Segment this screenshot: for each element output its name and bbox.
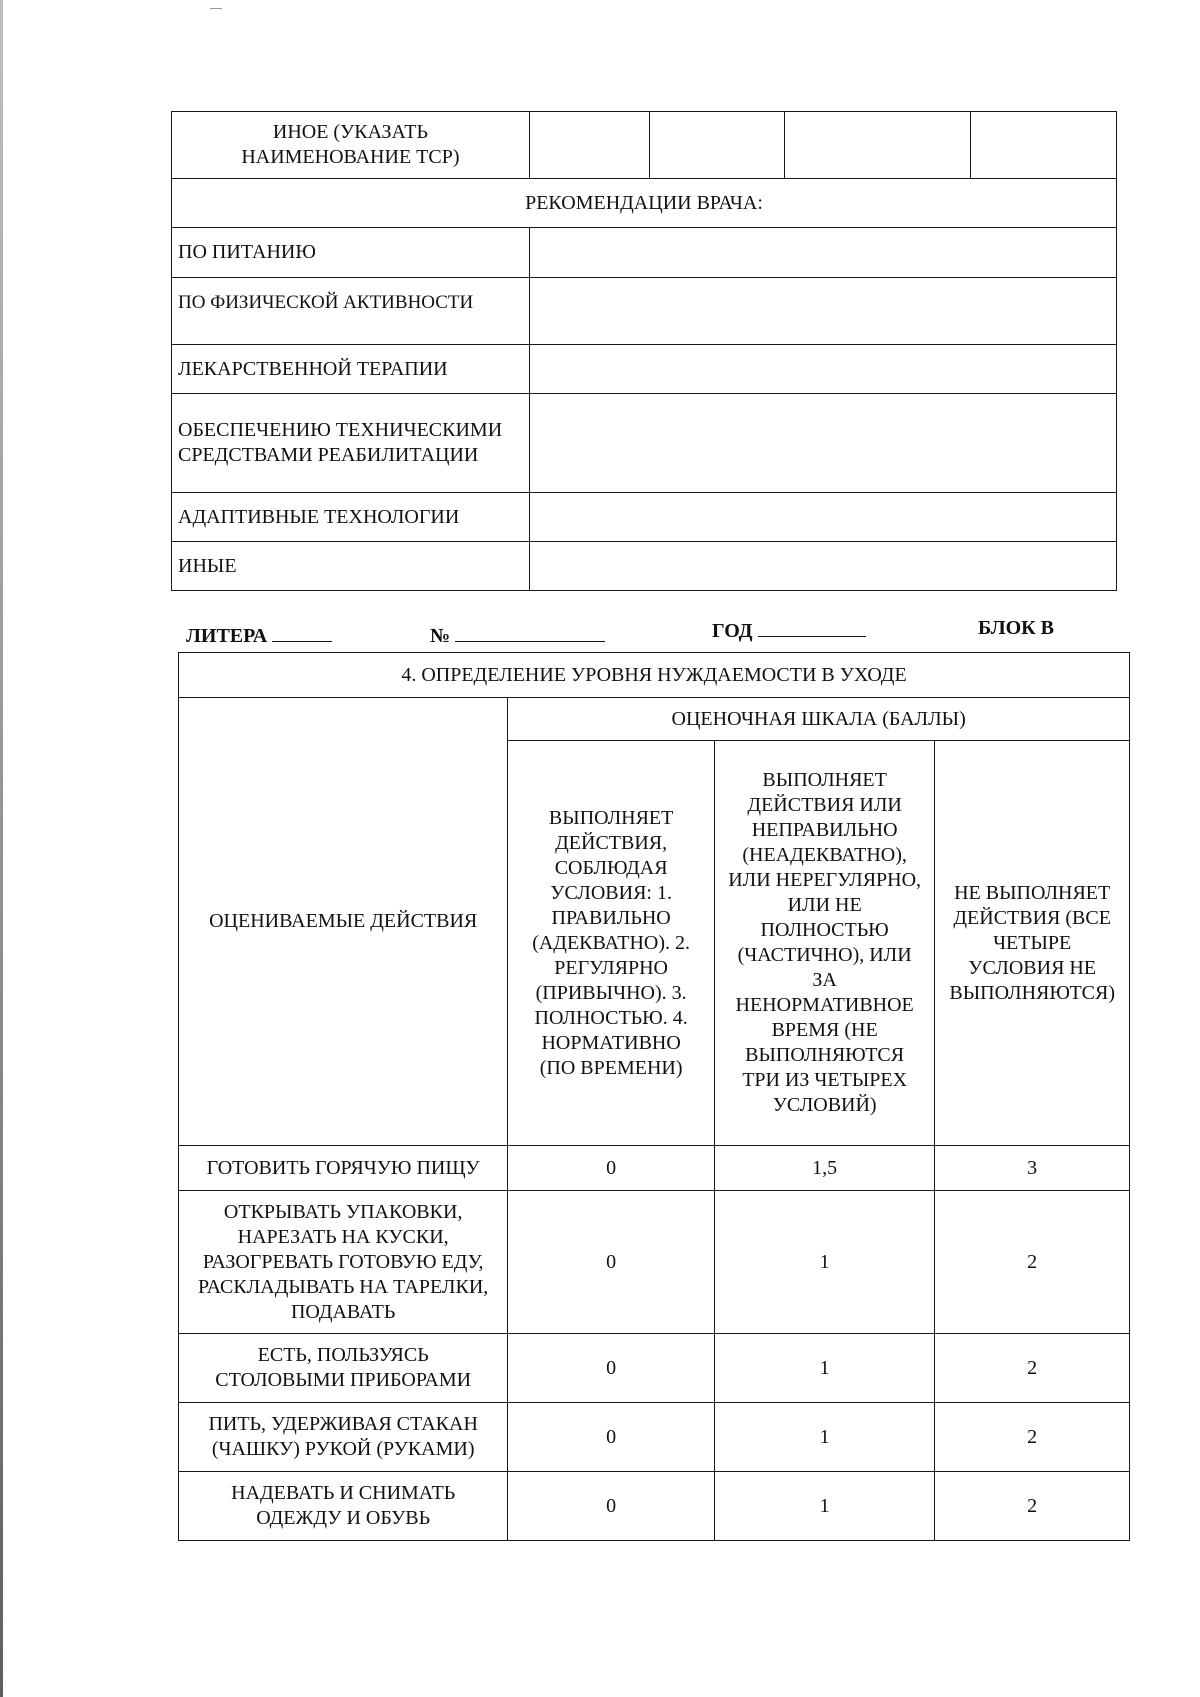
table-row bbox=[172, 345, 1117, 394]
action-label: НАДЕВАТЬ И СНИМАТЬ ОДЕЖДУ И ОБУВЬ bbox=[179, 1472, 508, 1541]
table-row bbox=[179, 653, 1130, 698]
row-label: ЛЕКАРСТВЕННОЙ ТЕРАПИИ bbox=[172, 345, 530, 394]
value-cell bbox=[529, 542, 1116, 591]
score-cell: 2 bbox=[935, 1334, 1130, 1403]
empty-cell bbox=[529, 112, 649, 179]
table-row bbox=[172, 278, 1117, 345]
value-cell bbox=[529, 394, 1116, 493]
scan-edge bbox=[0, 0, 3, 1697]
score-cell: 0 bbox=[508, 1334, 715, 1403]
score-cell: 1 bbox=[714, 1191, 934, 1334]
action-label: ГОТОВИТЬ ГОРЯЧУЮ ПИЩУ bbox=[179, 1146, 508, 1191]
table-row bbox=[172, 493, 1117, 542]
table-row bbox=[179, 1403, 1130, 1472]
empty-cell bbox=[785, 112, 971, 179]
scale-header: ОЦЕНОЧНАЯ ШКАЛА (БАЛЛЫ) bbox=[508, 698, 1130, 741]
number-sign: № bbox=[430, 625, 451, 647]
score-cell: 1 bbox=[714, 1403, 934, 1472]
care-table-title: 4. ОПРЕДЕЛЕНИЕ УРОВНЯ НУЖДАЕМОСТИ В УХОДЕ bbox=[179, 653, 1130, 698]
score-cell: 2 bbox=[935, 1403, 1130, 1472]
number-blank bbox=[455, 625, 605, 642]
year-label: ГОД bbox=[712, 620, 753, 642]
scale-column-partial: ВЫПОЛНЯЕТ ДЕЙСТВИЯ ИЛИ НЕПРАВИЛЬНО (НЕАДЕКВАТНО), ИЛИ НЕРЕГУЛЯРНО, ИЛИ НЕ ПОЛНОСТЬЮ (ЧАСТИЧНО), ИЛИ ЗА НЕНОРМАТИВНОЕ ВРЕМЯ (НЕ ВЫПОЛНЯЮТСЯ ТРИ ИЗ ЧЕТЫРЕХ УСЛОВИЙ) bbox=[714, 741, 934, 1146]
value-cell bbox=[529, 493, 1116, 542]
row-label: ИНЫЕ bbox=[172, 542, 530, 591]
score-cell: 1 bbox=[714, 1472, 934, 1541]
score-cell: 1 bbox=[714, 1334, 934, 1403]
action-label: ОТКРЫВАТЬ УПАКОВКИ, НАРЕЗАТЬ НА КУСКИ, РАЗОГРЕВАТЬ ГОТОВУЮ ЕДУ, РАСКЛАДЫВАТЬ НА ТАРЕЛКИ, ПОДАВАТЬ bbox=[179, 1191, 508, 1334]
year-blank bbox=[758, 620, 866, 637]
table-row bbox=[179, 1146, 1130, 1191]
table-row bbox=[172, 179, 1117, 228]
scale-column-full: ВЫПОЛНЯЕТ ДЕЙСТВИЯ, СОБЛЮДАЯ УСЛОВИЯ: 1. ПРАВИЛЬНО (АДЕКВАТНО). 2. РЕГУЛЯРНО (ПРИВЫЧНО). 3. ПОЛНОСТЬЮ. 4. НОРМАТИВНО (ПО ВРЕМЕНИ) bbox=[508, 741, 715, 1146]
score-cell: 0 bbox=[508, 1191, 715, 1334]
empty-cell bbox=[649, 112, 785, 179]
recommendations-header: РЕКОМЕНДАЦИИ ВРАЧА: bbox=[172, 179, 1117, 228]
score-cell: 0 bbox=[508, 1472, 715, 1541]
value-cell bbox=[529, 345, 1116, 394]
score-cell: 0 bbox=[508, 1403, 715, 1472]
recommendations-table bbox=[171, 111, 1117, 591]
row-label: ПО ПИТАНИЮ bbox=[172, 228, 530, 278]
score-cell: 0 bbox=[508, 1146, 715, 1191]
litera-label: ЛИТЕРА bbox=[186, 625, 268, 647]
value-cell bbox=[529, 278, 1116, 345]
scan-mark bbox=[210, 8, 222, 9]
care-needs-table bbox=[178, 652, 1130, 1541]
score-cell: 2 bbox=[935, 1472, 1130, 1541]
score-cell: 3 bbox=[935, 1146, 1130, 1191]
year-field bbox=[712, 620, 866, 643]
action-label: ПИТЬ, УДЕРЖИВАЯ СТАКАН (ЧАШКУ) РУКОЙ (РУКАМИ) bbox=[179, 1403, 508, 1472]
litera-field bbox=[186, 625, 332, 648]
action-label: ЕСТЬ, ПОЛЬЗУЯСЬ СТОЛОВЫМИ ПРИБОРАМИ bbox=[179, 1334, 508, 1403]
litera-blank bbox=[272, 625, 332, 642]
other-tsr-label: ИНОЕ (УКАЗАТЬ НАИМЕНОВАНИЕ ТСР) bbox=[172, 112, 530, 179]
row-label: ПО ФИЗИЧЕСКОЙ АКТИВНОСТИ bbox=[172, 278, 530, 345]
empty-cell bbox=[971, 112, 1117, 179]
value-cell bbox=[529, 228, 1116, 278]
table-row bbox=[172, 542, 1117, 591]
block-label: БЛОК В bbox=[978, 617, 1055, 639]
score-cell: 2 bbox=[935, 1191, 1130, 1334]
table-row bbox=[179, 1191, 1130, 1334]
score-cell: 1,5 bbox=[714, 1146, 934, 1191]
table-row bbox=[179, 1472, 1130, 1541]
table-row bbox=[172, 112, 1117, 179]
table-row bbox=[179, 1334, 1130, 1403]
table-row bbox=[172, 228, 1117, 278]
scale-column-none: НЕ ВЫПОЛНЯЕТ ДЕЙСТВИЯ (ВСЕ ЧЕТЫРЕ УСЛОВИЯ НЕ ВЫПОЛНЯЮТСЯ) bbox=[935, 741, 1130, 1146]
row-label: ОБЕСПЕЧЕНИЮ ТЕХНИЧЕСКИМИ СРЕДСТВАМИ РЕАБИЛИТАЦИИ bbox=[172, 394, 530, 493]
actions-header: ОЦЕНИВАЕМЫЕ ДЕЙСТВИЯ bbox=[179, 698, 508, 1146]
row-label: АДАПТИВНЫЕ ТЕХНОЛОГИИ bbox=[172, 493, 530, 542]
table-row bbox=[179, 698, 1130, 741]
table-row bbox=[172, 394, 1117, 493]
number-field bbox=[430, 625, 605, 648]
